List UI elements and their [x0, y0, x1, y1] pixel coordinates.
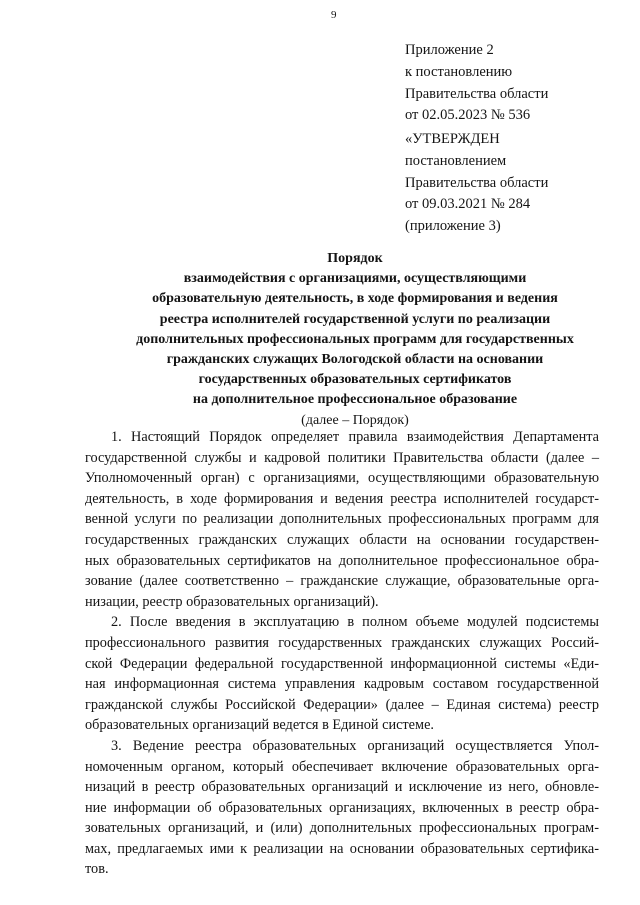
paragraph-line: ных образовательных сертификатов на дополнительное профессиональное обра- [85, 552, 599, 569]
approval-line: Правительства области [405, 174, 549, 191]
annex-line: от 02.05.2023 № 536 [405, 107, 531, 124]
title-note: (далее – Порядок) [301, 412, 409, 428]
paragraph-line: 1. Настоящий Порядок определяет правила взаимодействия Департамента [111, 429, 599, 445]
title-heading: Порядок [327, 251, 383, 266]
annex-line: Правительства области [405, 85, 549, 102]
paragraph-line: венной услуги по реализации дополнительных профессиональных программ для [85, 511, 599, 528]
title-line: образовательную деятельность, в ходе формирования и ведения [152, 291, 558, 307]
paragraph-line: профессионального развития государственных гражданских служащих Россий- [85, 634, 599, 651]
title-line: гражданских служащих Вологодской области на основании [166, 352, 544, 368]
document-body [85, 427, 599, 880]
paragraph-line: гражданской службы Российской Федерации» (далее – Единая система) реестр [85, 696, 599, 713]
paragraph-line: образовательных организаций ведется в Единой системе. [85, 717, 434, 734]
paragraph-line: ской Федерации федеральной государственной информационной системы «Еди- [85, 655, 599, 672]
annex-reference-block [405, 40, 548, 127]
title-line: дополнительных профессиональных программ для государственных [136, 331, 574, 347]
paragraph-2 [85, 612, 599, 736]
paragraph-line: 3. Ведение реестра образовательных организаций осуществляется Упол- [111, 737, 599, 754]
title-line: на дополнительное профессиональное образование [192, 392, 518, 408]
paragraph-line: государственной службы и кадровой политики Правительства области (далее – [85, 449, 599, 466]
paragraph-line: деятельность, в ходе формирования и ведения реестра исполнителей государст- [85, 490, 599, 507]
annex-line: Приложение 2 [405, 42, 494, 58]
paragraph-line: тов. [85, 861, 109, 878]
page-number: 9 [331, 9, 337, 21]
approval-line: (приложение 3) [405, 218, 501, 235]
approval-stamp-block [405, 129, 548, 238]
paragraph-3 [85, 736, 599, 880]
paragraph-1 [85, 427, 599, 612]
title-line: государственных образовательных сертификатов [198, 372, 512, 388]
approval-line: от 09.03.2021 № 284 [405, 196, 531, 213]
paragraph-line: 2. После введения в эксплуатацию в полном объеме модулей подсистемы [111, 614, 599, 631]
document-title [95, 249, 615, 431]
paragraph-line: государственных гражданских служащих области на основании государствен- [85, 531, 599, 548]
paragraph-line: Уполномоченный орган) с организациями, осуществляющими образовательную [85, 470, 599, 487]
paragraph-line: зовательных организаций, и (или) дополнительных профессиональных програм- [85, 820, 599, 837]
paragraph-line: ние информации об образовательных организациях, включенных в реестр обра- [85, 799, 599, 816]
title-line: взаимодействия с организациями, осуществляющими [183, 271, 527, 287]
paragraph-line: ная информационная система управления кадровым составом государственной [85, 676, 599, 693]
approval-line: «УТВЕРЖДЕН [405, 131, 500, 147]
paragraph-line: низации, реестр образовательных организаций). [85, 593, 379, 610]
approval-line: постановлением [405, 152, 507, 169]
title-line: реестра исполнителей государственной услуги по реализации [159, 311, 551, 327]
paragraph-line: номоченным органом, который обеспечивает включение образовательных орга- [85, 758, 599, 775]
paragraph-line: мах, предлагаемых ими к реализации на основании образовательных сертифика- [85, 840, 599, 857]
paragraph-line: зование (далее соответственно – гражданские служащие, образовательные орга- [85, 573, 599, 590]
paragraph-line: низаций в реестр образовательных организаций и исключение из него, обновле- [85, 779, 599, 796]
annex-line: к постановлению [405, 63, 513, 80]
